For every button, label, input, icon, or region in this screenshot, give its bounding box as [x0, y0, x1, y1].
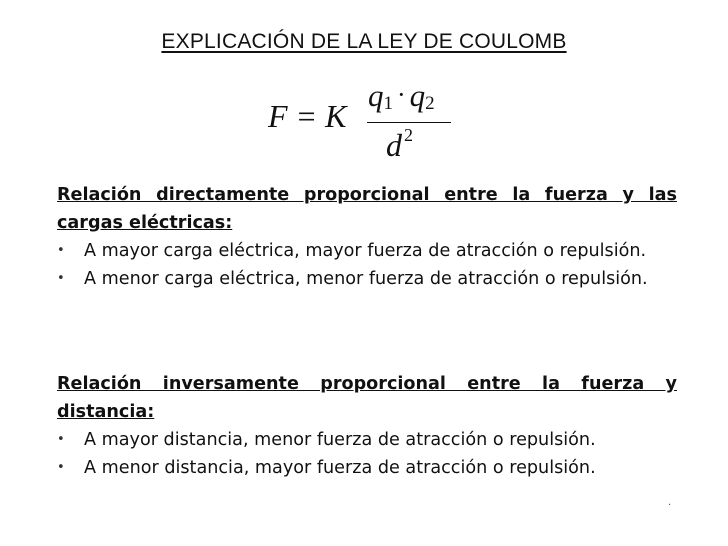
formula-denominator [386, 125, 413, 164]
footer-mark: . [668, 497, 672, 508]
list-item-text: A mayor distancia, menor fuerza de atracción o repulsión. [84, 430, 596, 450]
formula-q1: q [368, 78, 384, 113]
list-item-text: A menor distancia, mayor fuerza de atracción o repulsión. [84, 458, 596, 478]
page-title [0, 30, 728, 54]
list-item [57, 426, 677, 454]
formula-q2: q [409, 78, 426, 113]
formula-q1-subscript: 1 [383, 93, 393, 114]
bullet-icon: • [57, 460, 65, 475]
list-item [57, 454, 677, 482]
formula-fraction-bar [367, 122, 451, 123]
formula-product-dot: · [397, 80, 406, 109]
coulomb-formula [268, 78, 468, 163]
page-title-text: EXPLICACIÓN DE LA LEY DE COULOMB [161, 30, 567, 53]
formula-d-exponent: 2 [404, 125, 413, 145]
section-heading: Relación inversamente proporcional entre la fuerza y distancia: [57, 374, 677, 422]
bullet-icon: • [57, 432, 65, 447]
list-item [57, 265, 677, 293]
list-item [57, 237, 677, 265]
formula-numerator [368, 78, 435, 115]
formula-d: d [386, 127, 402, 163]
bullet-icon: • [57, 243, 65, 258]
section-direct-proportion [57, 181, 677, 293]
formula-q2-subscript: 2 [425, 93, 435, 114]
list-item-text: A mayor carga eléctrica, mayor fuerza de atracción o repulsión. [84, 241, 647, 261]
bullet-icon: • [57, 271, 65, 286]
formula-lhs: F = K [268, 98, 347, 134]
section-inverse-proportion [57, 370, 677, 482]
section-heading: Relación directamente proporcional entre la fuerza y las cargas eléctricas: [57, 185, 677, 233]
list-item-text: A menor carga eléctrica, menor fuerza de atracción o repulsión. [84, 269, 648, 289]
